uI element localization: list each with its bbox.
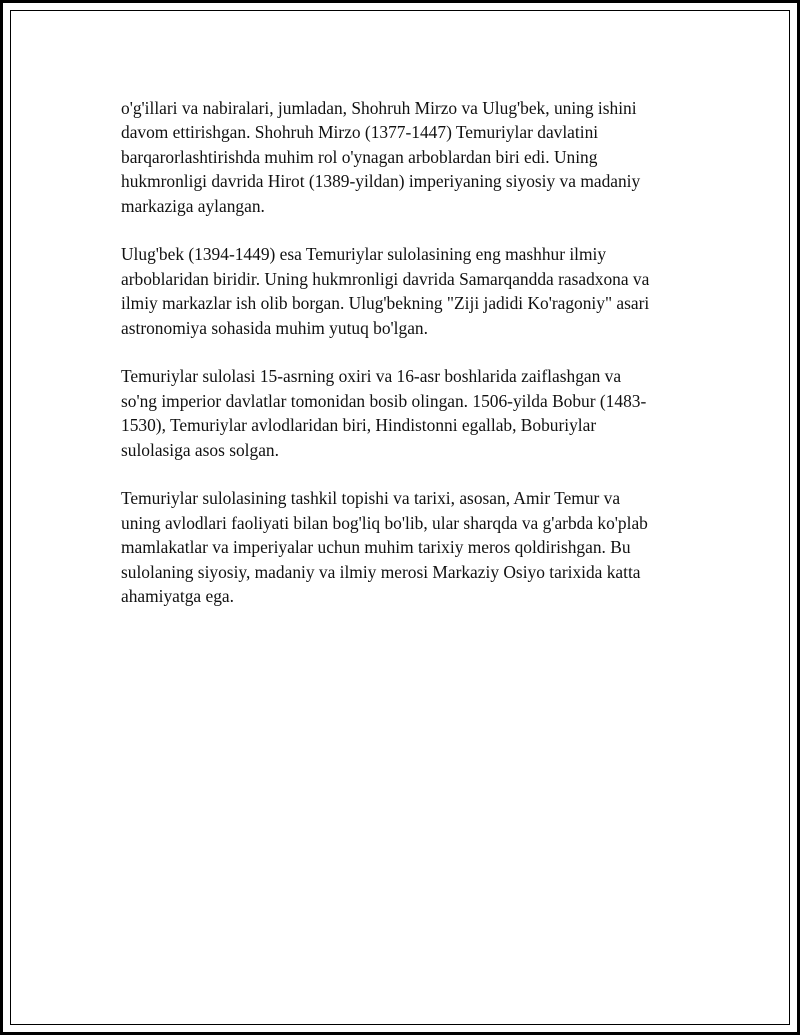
text-line: so'ng imperior davlatlar tomonidan bosib olingan. 1506-yilda Bobur (1483-: [121, 390, 647, 411]
text-line: hukmronligi davrida Hirot (1389-yildan) imperiyaning siyosiy va madaniy: [121, 171, 641, 192]
paragraph: [121, 364, 687, 462]
text-line: o'g'illari va nabiralari, jumladan, Shohruh Mirzo va Ulug'bek, uning ishini: [121, 98, 637, 118]
text-line: ilmiy markazlar ish olib borgan. Ulug'bekning "Ziji jadidi Ko'ragoniy" asari: [121, 293, 650, 314]
text-line: davom ettirishgan. Shohruh Mirzo (1377-1447) Temuriylar davlatini: [121, 122, 599, 143]
document-body: [121, 96, 687, 633]
text-line: markaziga aylangan.: [121, 195, 265, 216]
text-line: uning avlodlari faoliyati bilan bog'liq bo'lib, ular sharqda va g'arbda ko'plab: [121, 512, 648, 533]
text-line: mamlakatlar va imperiyalar uchun muhim tarixiy meros qoldirishgan. Bu: [121, 537, 631, 558]
text-line: arboblaridan biridir. Uning hukmronligi davrida Samarqandda rasadxona va: [121, 268, 650, 289]
text-line: Temuriylar sulolasining tashkil topishi va tarixi, asosan, Amir Temur va: [121, 488, 621, 509]
text-line: Ulug'bek (1394-1449) esa Temuriylar sulolasining eng mashhur ilmiy: [121, 244, 607, 265]
text-line: barqarorlashtirishda muhim rol o'ynagan arboblardan biri edi. Uning: [121, 146, 598, 167]
paragraph: [121, 96, 687, 218]
text-line: ahamiyatga ega.: [121, 586, 234, 607]
text-line: Temuriylar sulolasi 15-asrning oxiri va 16-asr boshlarida zaiflashgan va: [121, 366, 622, 387]
text-line: 1530), Temuriylar avlodlaridan biri, Hindistonni egallab, Boburiylar: [121, 415, 597, 436]
paragraph: [121, 242, 687, 340]
paragraph: [121, 486, 687, 608]
text-line: sulolasiga asos solgan.: [121, 439, 279, 460]
text-line: astronomiya sohasida muhim yutuq bo'lgan.: [121, 317, 428, 338]
text-line: sulolaning siyosiy, madaniy va ilmiy merosi Markaziy Osiyo tarixida katta: [121, 561, 641, 582]
